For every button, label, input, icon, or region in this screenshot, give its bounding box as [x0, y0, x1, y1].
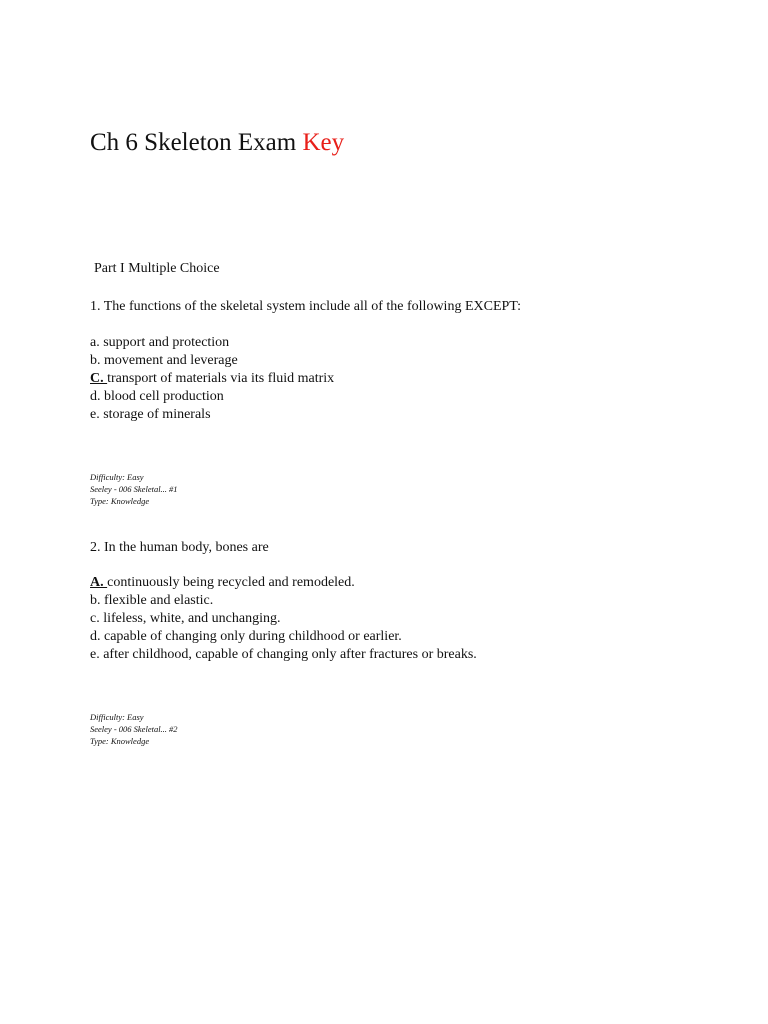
type-label: Type: Knowledge — [90, 496, 150, 506]
source-label: Seeley - 006 Skeletal... #1 — [90, 484, 178, 494]
choice-2b: b. flexible and elastic. — [90, 593, 214, 608]
choice-1c-text: transport of materials via its fluid matrix — [107, 371, 335, 386]
choice-2e: e. after childhood, capable of changing only after fractures or breaks. — [90, 647, 477, 662]
correct-answer-letter: A. — [90, 575, 108, 590]
choice-2d: d. capable of changing only during childhood or earlier. — [90, 629, 402, 644]
question-2-meta — [90, 711, 178, 747]
question-2-stem: 2. In the human body, bones are — [90, 540, 269, 555]
choice-1c-correct — [90, 370, 334, 388]
choice-2a-text: continuously being recycled and remodeled. — [107, 575, 355, 590]
choice-1b: b. movement and leverage — [90, 353, 238, 368]
difficulty-label: Difficulty: Easy — [90, 712, 144, 722]
part-heading: Part I Multiple Choice — [94, 261, 220, 276]
title-key: Key — [302, 129, 345, 156]
correct-answer-letter: C. — [90, 371, 108, 386]
question-2-choices — [90, 574, 477, 664]
difficulty-label: Difficulty: Easy — [90, 472, 144, 482]
question-1-stem: 1. The functions of the skeletal system include all of the following EXCEPT: — [90, 299, 522, 314]
title-main: Ch 6 Skeleton Exam — [90, 129, 303, 156]
choice-1e: e. storage of minerals — [90, 407, 211, 422]
question-1-choices — [90, 334, 334, 424]
page-title — [90, 126, 344, 160]
choice-1a: a. support and protection — [90, 335, 230, 350]
type-label: Type: Knowledge — [90, 736, 150, 746]
choice-1d: d. blood cell production — [90, 389, 224, 404]
source-label: Seeley - 006 Skeletal... #2 — [90, 724, 178, 734]
choice-2c: c. lifeless, white, and unchanging. — [90, 611, 281, 626]
choice-2a-correct — [90, 574, 477, 592]
question-1-meta — [90, 471, 178, 507]
